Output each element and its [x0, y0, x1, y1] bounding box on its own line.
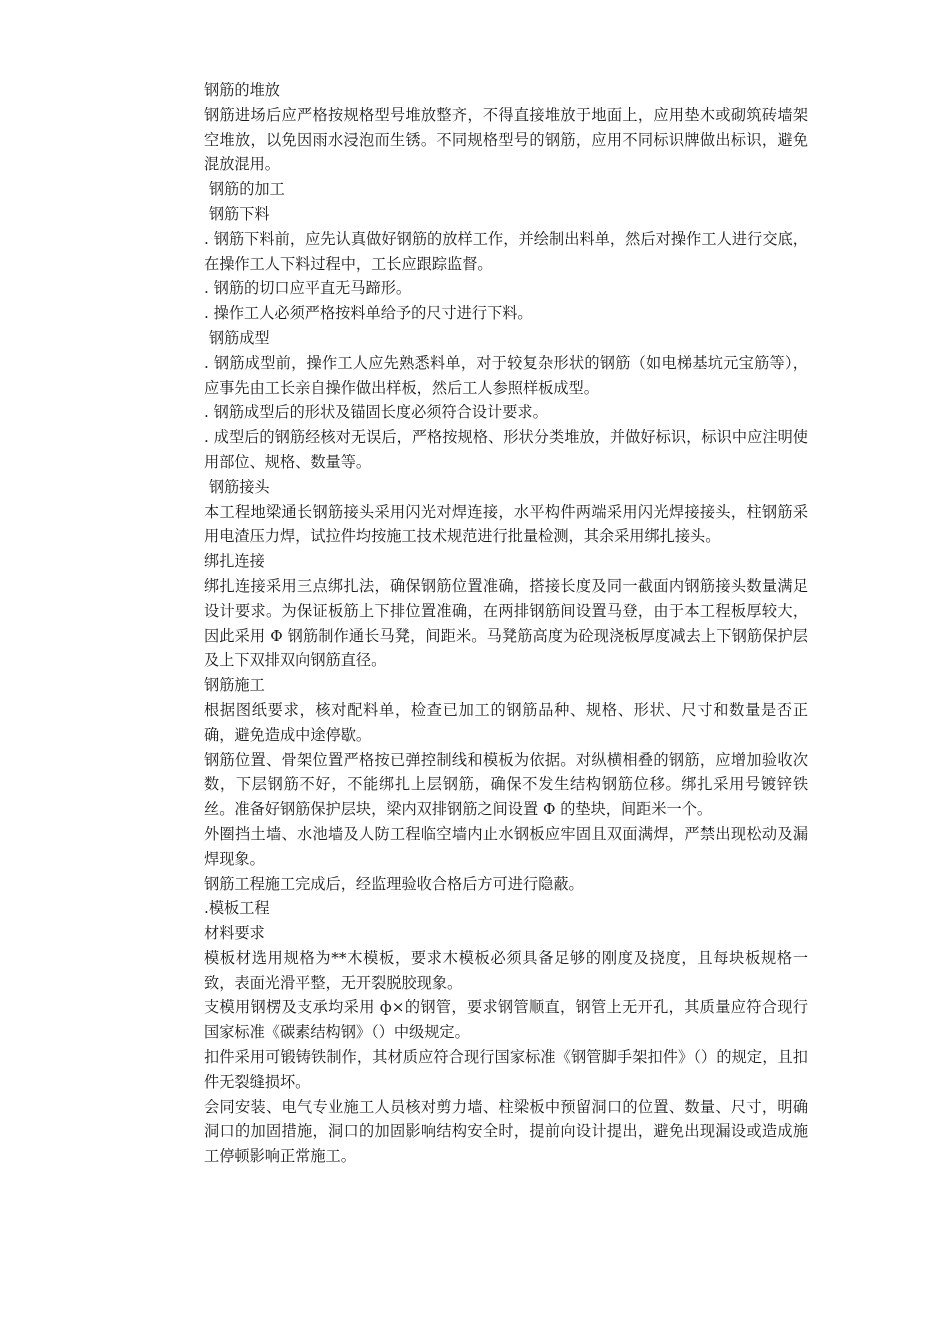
section-heading: 钢筋下料 [204, 204, 270, 223]
paragraph: 支模用钢楞及支承均采用 ф×的钢管，要求钢管顺直，钢管上无开孔，其质量应符合现行国家标准《碳素结构钢》（）中级规定。 [204, 998, 808, 1042]
section-heading: 钢筋施工 [204, 676, 265, 695]
paragraph: 根据图纸要求，核对配料单，检查已加工的钢筋品种、规格、形状、尺寸和数量是否正确，避免造成中途停歇。 [204, 700, 808, 744]
paragraph: . 钢筋成型后的形状及锚固长度必须符合设计要求。 [204, 403, 548, 422]
paragraph: 外圈挡土墙、水池墙及人防工程临空墙内止水钢板应牢固且双面满焊，严禁出现松动及漏焊现象。 [204, 824, 808, 868]
paragraph: . 钢筋下料前，应先认真做好钢筋的放样工作，并绘制出料单，然后对操作工人进行交底，在操作工人下料过程中，工长应跟踪监督。 [204, 229, 808, 273]
section-heading: 钢筋的堆放 [204, 81, 280, 99]
paragraph: . 钢筋的切口应平直无马蹄形。 [204, 279, 412, 298]
section-heading: 钢筋成型 [204, 328, 270, 347]
paragraph: . 钢筋成型前，操作工人应先熟悉料单，对于较复杂形状的钢筋（如电梯基坑元宝筋等），应事先由工长亲自操作做出样板，然后工人参照样板成型。 [204, 353, 808, 397]
paragraph: 会同安装、电气专业施工人员核对剪力墙、柱梁板中预留洞口的位置、数量、尺寸，明确洞口的加固措施，洞口的加固影响结构安全时，提前向设计提出，避免出现漏设或造成施工停顿影响正常施工。 [204, 1097, 808, 1166]
section-heading: 钢筋的加工 [204, 180, 285, 199]
section-heading: 钢筋接头 [204, 477, 270, 496]
paragraph: . 成型后的钢筋经核对无误后，严格按规格、形状分类堆放，并做好标识，标识中应注明使用部位、规格、数量等。 [204, 428, 808, 471]
paragraph: 钢筋进场后应严格按规格型号堆放整齐，不得直接堆放于地面上，应用垫木或砌筑砖墙架空堆放，以免因雨水浸泡而生锈。不同规格型号的钢筋，应用不同标识牌做出标识，避免混放混用。 [204, 105, 808, 174]
section-heading: 绑扎连接 [204, 552, 265, 571]
paragraph: . 操作工人必须严格按料单给予的尺寸进行下料。 [204, 304, 533, 323]
section-heading: .模板工程 [204, 899, 270, 918]
paragraph: 本工程地梁通长钢筋接头采用闪光对焊连接，水平构件两端采用闪光焊接接头，柱钢筋采用电渣压力焊，试拉件均按施工技术规范进行批量检测，其余采用绑扎接头。 [204, 502, 808, 546]
paragraph: 钢筋工程施工完成后，经监理验收合格后方可进行隐蔽。 [204, 874, 584, 893]
paragraph: 绑扎连接采用三点绑扎法，确保钢筋位置准确，搭接长度及同一截面内钢筋接头数量满足设计要求。为保证板筋上下排位置准确，在两排钢筋间设置马登，由于本工程板厚较大，因此采用 Φ 钢筋制作通长马凳，间距米。马凳筋高度为砼现浇板厚度减去上下钢筋保护层及上下双排双向钢筋直径。 [204, 576, 808, 670]
section-heading: 材料要求 [204, 924, 265, 943]
document-body [204, 78, 808, 1169]
paragraph: 扣件采用可锻铸铁制作，其材质应符合现行国家标准《钢管脚手架扣件》（）的规定，且扣件无裂缝损坏。 [204, 1048, 808, 1091]
paragraph: 钢筋位置、骨架位置严格按已弹控制线和模板为依据。对纵横相叠的钢筋，应增加验收次数，下层钢筋不好，不能绑扎上层钢筋，确保不发生结构钢筋位移。绑扎采用号镀锌铁丝。准备好钢筋保护层块，梁内双排钢筋之间设置 Φ 的垫块，间距米一个。 [204, 750, 808, 819]
paragraph: 模板材选用规格为**木模板，要求木模板必须具备足够的刚度及挠度，且每块板规格一致，表面光滑平整，无开裂脱胶现象。 [204, 948, 808, 992]
